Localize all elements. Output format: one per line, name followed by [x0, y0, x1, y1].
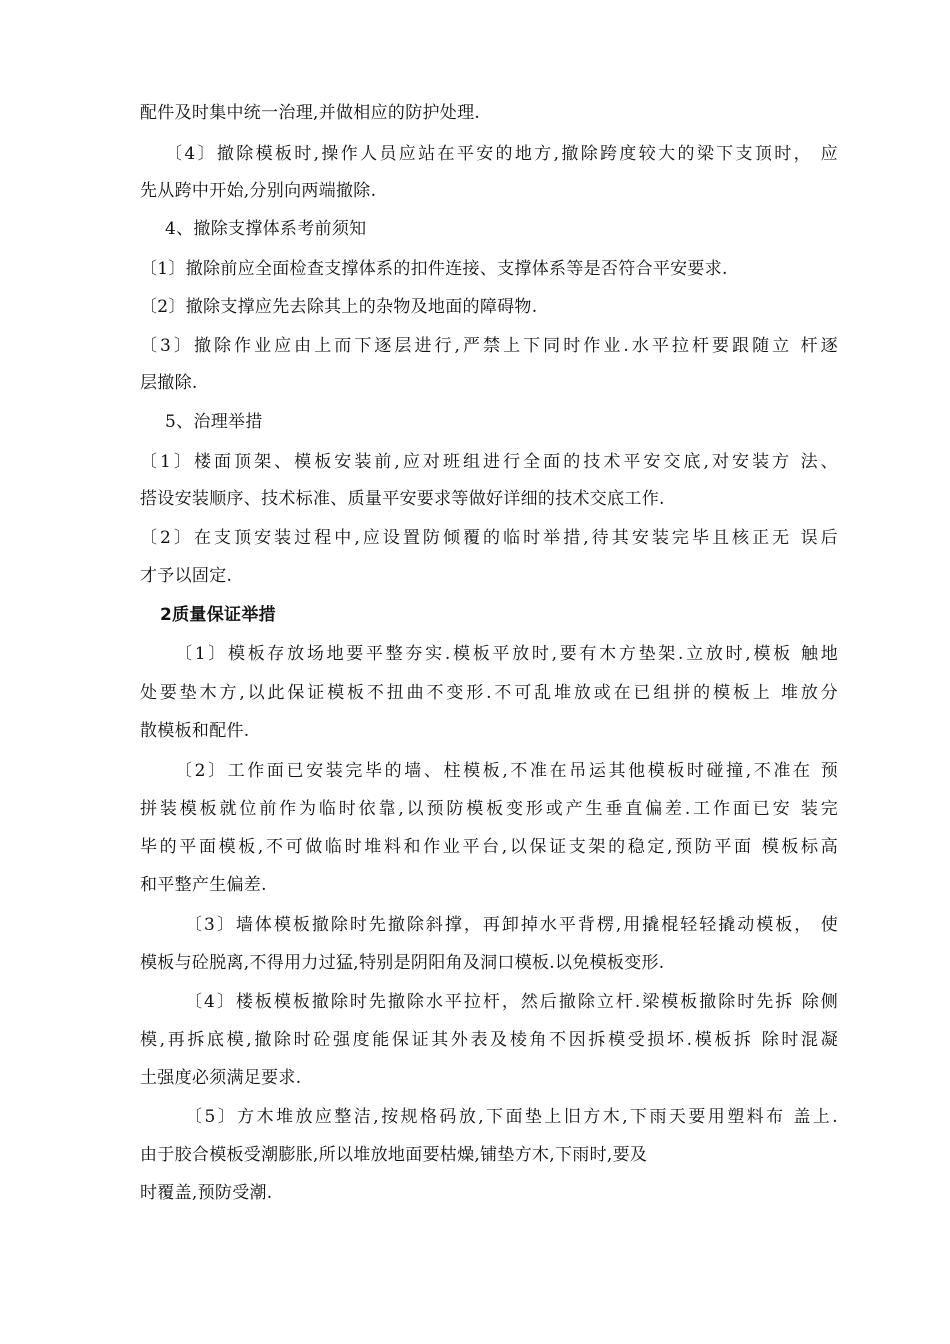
- paragraph-line: 配件及时集中统一治理,并做相应的防护处理.: [140, 103, 481, 123]
- paragraph-line: 才予以固定.: [140, 566, 233, 586]
- section-heading-bold: 2质量保证举措: [160, 605, 276, 625]
- paragraph-line: 〔3〕撤除作业应由上而下逐层进行,严禁上下同时作业.水平拉杆要跟随立 杆逐: [140, 336, 838, 356]
- paragraph-line: 〔2〕工作面已安装完毕的墙、柱模板,不准在吊运其他模板时碰撞,不准在 预: [175, 761, 838, 781]
- paragraph-line: 和平整产生偏差.: [140, 875, 267, 895]
- paragraph-line: 毕的平面模板,不可做临时堆料和作业平台,以保证支架的稳定,预防平面 模板标高: [140, 837, 838, 857]
- paragraph-line: 〔4〕楼板模板撤除时先撤除水平拉杆，然后撤除立杆.梁模板撤除时先拆 除侧: [185, 992, 838, 1012]
- paragraph-line: 〔5〕方木堆放应整洁,按规格码放,下面垫上旧方木,下雨天要用塑料布 盖上.: [185, 1107, 838, 1127]
- paragraph-line: 〔2〕撤除支撑应先去除其上的杂物及地面的障碍物.: [140, 297, 538, 317]
- paragraph-line: 拼装模板就位前作为临时依靠,以预防模板变形或产生垂直偏差.工作面已安 装完: [140, 799, 838, 819]
- paragraph-line: 先从跨中开始,分别向两端撤除.: [140, 181, 377, 201]
- paragraph-line: 时覆盖,预防受潮.: [140, 1183, 273, 1203]
- paragraph-line: 处要垫木方,以此保证模板不扭曲不变形.不可乱堆放或在已组拼的模板上 堆放分: [140, 683, 838, 703]
- section-heading: 4、撤除支撑体系考前须知: [165, 219, 367, 239]
- paragraph-line: 土强度必须满足要求.: [140, 1068, 302, 1088]
- paragraph-line: 〔2〕在支顶安装过程中,应设置防倾覆的临时举措,待其安装完毕且核正无 误后: [140, 528, 838, 548]
- paragraph-line: 模板与砼脱离,不得用力过猛,特别是阴阳角及洞口模板.以免模板变形.: [140, 953, 665, 973]
- paragraph-line: 层撤除.: [140, 373, 198, 393]
- paragraph-line: 〔3〕墙体模板撤除时先撤除斜撑，再卸掉水平背楞,用撬棍轻轻撬动模板， 使: [185, 915, 838, 935]
- paragraph-line: 〔1〕楼面顶架、模板安装前,应对班组进行全面的技术平安交底,对安装方 法、: [140, 452, 838, 472]
- section-heading: 5、治理举措: [165, 412, 263, 432]
- paragraph-line: 由于胶合模板受潮膨胀,所以堆放地面要枯燥,铺垫方木,下雨时,要及: [140, 1145, 648, 1165]
- paragraph-line: 〔4〕撤除模板时,操作人员应站在平安的地方,撤除跨度较大的梁下支顶时， 应: [165, 144, 838, 164]
- paragraph-line: 〔1〕撤除前应全面检查支撑体系的扣件连接、支撑体系等是否符合平安要求.: [140, 259, 728, 279]
- paragraph-line: 搭设安装顺序、技术标准、质量平安要求等做好详细的技术交底工作.: [140, 489, 665, 509]
- paragraph-line: 〔1〕模板存放场地要平整夯实.模板平放时,要有木方垫架.立放时,模板 触地: [175, 644, 838, 664]
- paragraph-line: 散模板和配件.: [140, 721, 250, 741]
- paragraph-line: 模,再拆底模,撤除时砼强度能保证其外表及棱角不因拆模受损坏.模板拆 除时混凝: [140, 1030, 838, 1050]
